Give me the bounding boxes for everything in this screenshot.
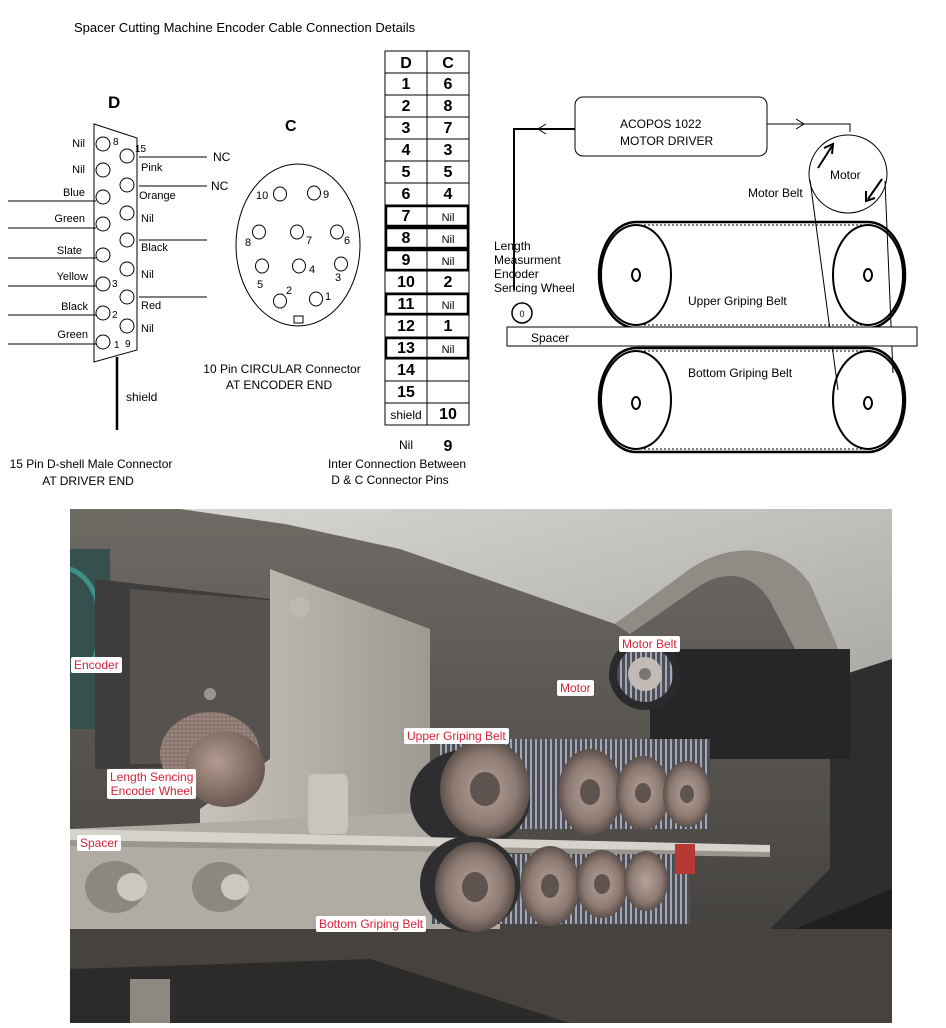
pin-table-d-cell: 7	[401, 208, 411, 225]
c-pin-4: 4	[309, 264, 316, 276]
motor-label: Motor	[830, 168, 861, 182]
motor-driver-line2: MOTOR DRIVER	[620, 134, 714, 148]
d-right-label-nil-2: Nil	[141, 269, 154, 281]
pin-table-caption-2: D & C Connector Pins	[331, 473, 449, 487]
d-pin-3: 3	[112, 279, 118, 290]
c-pin-9: 9	[323, 189, 330, 201]
machine-photo	[70, 509, 892, 1023]
pin-table-c-cell: 4	[443, 186, 453, 203]
spacer-label: Spacer	[531, 331, 570, 345]
d-pin-1: 1	[114, 340, 120, 351]
c-connector-caption-2: AT ENCODER END	[225, 378, 333, 392]
d-left-label-3: Blue	[62, 187, 85, 199]
pin-table-header-c: C	[442, 55, 454, 72]
pin-table-d-cell: 9	[401, 252, 411, 269]
pin-table-d-cell: 11	[397, 296, 415, 313]
d-left-label-2: Nil	[72, 164, 85, 176]
d-pin-8: 8	[113, 137, 119, 148]
bottom-belt-label: Bottom Griping Belt	[688, 366, 793, 380]
photo-label-upper-belt: Upper Griping Belt	[404, 728, 509, 744]
d-left-label-1: Nil	[72, 138, 85, 150]
d-right-label-nil-1: Nil	[141, 213, 154, 225]
pin-table-d-cell: 14	[397, 362, 415, 379]
pin-table-d-cell: 1	[401, 76, 411, 93]
d-nc-label-1: NC	[213, 150, 231, 164]
pin-table-c-cell: 8	[443, 98, 453, 115]
d-connector-caption-2: AT DRIVER END	[42, 474, 134, 488]
encoder-label-2: Measurment	[494, 253, 561, 267]
d-right-label-pink: Pink	[141, 162, 163, 174]
motor-belt-label: Motor Belt	[748, 186, 803, 200]
pin-table-d-cell: 15	[397, 384, 415, 401]
pin-table-d-cell: 2	[401, 98, 411, 115]
pin-table-d-cell: 6	[401, 186, 411, 203]
d-left-label-7: Black	[61, 301, 88, 313]
bottom-griping-belt	[599, 348, 905, 452]
d-left-label-4: Green	[54, 213, 85, 225]
pin-table-c-cell: 3	[443, 142, 453, 159]
photo-label-motor: Motor	[557, 680, 594, 696]
pin-table-d-cell: 4	[401, 142, 411, 159]
diagram-title: Spacer Cutting Machine Encoder Cable Connection Details	[74, 20, 416, 35]
pin-table-d-cell: shield	[390, 408, 422, 422]
photo-label-spacer: Spacer	[77, 835, 121, 851]
connection-diagram	[0, 0, 946, 505]
photo-label-length-wheel-1: Length Sencing	[110, 770, 194, 784]
photo-label-encoder: Encoder	[71, 657, 122, 673]
d-right-label-orange: Orange	[139, 190, 176, 202]
c-pin-2: 2	[286, 285, 293, 297]
pin-table-c-cell: 6	[443, 76, 453, 93]
d-pin-9: 9	[125, 339, 131, 350]
pin-table-d-cell: 3	[401, 120, 411, 137]
pin-table-c-cell: 1	[443, 318, 453, 335]
encoder-label-1: Length	[494, 239, 531, 253]
encoder-label-3: Encoder	[494, 267, 539, 281]
d-left-label-8: Green	[57, 329, 88, 341]
pin-table-d-cell: 5	[401, 164, 411, 181]
pin-table-c-cell: Nil	[441, 234, 455, 246]
c-pin-8: 8	[245, 237, 252, 249]
pin-interconnection-table	[328, 51, 469, 487]
c-pin-1: 1	[325, 291, 332, 303]
pin-table-extra-d: Nil	[399, 438, 413, 452]
pin-table-d-cell: 10	[397, 274, 415, 291]
photo-label-bottom-belt: Bottom Griping Belt	[316, 916, 426, 932]
photo-label-motor-belt: Motor Belt	[619, 636, 680, 652]
d-shield-label: shield	[126, 390, 158, 404]
c-pin-10: 10	[256, 190, 269, 202]
pin-table-c-cell: Nil	[441, 212, 455, 224]
d-pin-2: 2	[112, 310, 118, 321]
d-left-label-5: Slate	[56, 245, 82, 257]
pin-table-c-cell: Nil	[441, 256, 455, 268]
pin-table-c-cell: 10	[439, 406, 457, 423]
pin-table-c-cell: Nil	[441, 344, 455, 356]
pin-table-c-cell: 7	[443, 120, 453, 137]
d-nc-label-2: NC	[211, 179, 229, 193]
pin-table-d-cell: 12	[397, 318, 415, 335]
pin-table-extra-c: 9	[443, 438, 453, 455]
d-left-label-6: Yellow	[56, 271, 88, 283]
encoder-label-4: Sencing Wheel	[494, 281, 575, 295]
upper-griping-belt	[599, 222, 905, 328]
pin-table-d-cell: 13	[397, 340, 415, 357]
d-pin-15: 15	[135, 144, 147, 155]
upper-belt-label: Upper Griping Belt	[688, 294, 787, 308]
machine-schematic	[494, 97, 917, 452]
c-pin-7: 7	[306, 235, 313, 247]
d-connector-heading: D	[108, 93, 121, 112]
pin-table-d-cell: 8	[401, 230, 411, 247]
motor-driver-line1: ACOPOS 1022	[620, 117, 702, 131]
d-shell-connector	[8, 93, 231, 488]
d-right-label-red: Red	[141, 300, 162, 312]
pin-table-c-cell: Nil	[441, 300, 455, 312]
c-connector-caption-1: 10 Pin CIRCULAR Connector	[203, 362, 361, 376]
d-connector-caption-1: 15 Pin D-shell Male Connector	[9, 457, 173, 471]
photo-label-length-wheel-2: Encoder Wheel	[110, 784, 193, 798]
d-right-label-black: Black	[141, 242, 168, 254]
photo-label-length-wheel	[107, 769, 196, 799]
machine-photo-drawing	[70, 509, 892, 1023]
encoder-wheel-mark: 0	[519, 309, 525, 319]
c-pin-5: 5	[257, 279, 264, 291]
pin-table-c-cell: 2	[443, 274, 453, 291]
pin-table-c-cell: 5	[443, 164, 453, 181]
c-pin-3: 3	[335, 272, 342, 284]
pin-table-caption-1: Inter Connection Between	[327, 457, 467, 471]
d-right-label-nil-3: Nil	[141, 323, 154, 335]
c-connector-heading: C	[285, 118, 297, 135]
pin-table-header-d: D	[400, 55, 412, 72]
c-pin-6: 6	[344, 235, 351, 247]
